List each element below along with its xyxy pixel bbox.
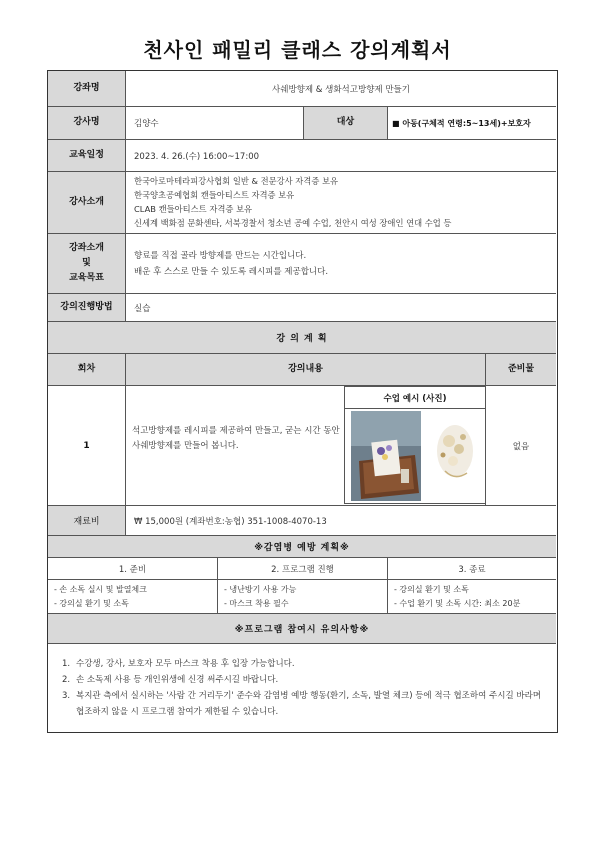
infection-item: - 강의실 환기 및 소독 xyxy=(54,599,129,608)
note-text: 손 소독제 사용 등 개인위생에 신경 써주시길 바랍니다. xyxy=(76,675,279,685)
infection-item: - 강의실 환기 및 소독 xyxy=(394,585,469,594)
materials-header: 준비물 xyxy=(486,354,556,385)
schedule-value: 2023. 4. 26.(수) 16:00~17:00 xyxy=(134,151,260,162)
notes-list xyxy=(62,656,544,720)
bio-label: 강사소개 xyxy=(48,172,126,233)
infection-item: - 냉난방기 사용 가능 xyxy=(224,585,297,594)
session-number: 1 xyxy=(48,386,126,505)
intro-label-line: 및 xyxy=(82,257,91,268)
note-number: 2. xyxy=(62,675,71,685)
row-fee xyxy=(48,506,556,536)
bio-line: 한국아로마테라피강사협회 일반 & 전문강사 자격증 보유 xyxy=(134,176,338,186)
bio-line: 한국양초공예협회 캔들아티스트 자격증 보유 xyxy=(134,190,295,200)
bio-line: 신세계 백화점 문화센타, 서북경찰서 청소년 공예 수업, 천안시 여성 장애인 연대 수업 등 xyxy=(134,218,452,228)
notes-body xyxy=(48,644,556,732)
row-method xyxy=(48,294,556,322)
notes-heading: ※프로그램 참여시 유의사항※ xyxy=(48,614,556,644)
intro-label-line: 강좌소개 xyxy=(69,242,104,253)
infection-items-prepare xyxy=(48,580,218,613)
infection-header-row xyxy=(48,558,556,580)
infection-item: - 마스크 착용 필수 xyxy=(224,599,289,608)
infection-item: - 손 소독 실시 및 발열체크 xyxy=(54,585,147,594)
fee-label: 재료비 xyxy=(48,506,126,535)
intro-line: 배운 후 스스로 만들 수 있도록 레시피를 제공합니다. xyxy=(134,267,329,277)
materials-value: 없음 xyxy=(512,441,530,452)
row-instructor xyxy=(48,107,556,140)
bio-list xyxy=(126,172,556,233)
instructor-value: 김양수 xyxy=(126,107,304,139)
method-value: 실습 xyxy=(134,303,151,314)
intro-label xyxy=(48,234,126,293)
row-bio xyxy=(48,172,556,234)
lecture-plan-table xyxy=(47,70,558,733)
infection-col-progress: 2. 프로그램 진행 xyxy=(218,558,388,579)
note-number: 3. xyxy=(62,691,71,701)
example-photo-2 xyxy=(425,411,481,501)
instructor-label: 강사명 xyxy=(48,107,126,139)
note-text: 복지관 측에서 실시하는 '사람 간 거리두기' 준수와 감염병 예방 행동(환기, 소독, 발열 체크) 등에 적극 협조하여 주시길 바라며 협조하지 않을 시 프로그램 참여가 제한될 수 있습니다. xyxy=(76,691,541,717)
infection-heading: ※감염병 예방 계획※ xyxy=(48,536,556,558)
method-label: 강의진행방법 xyxy=(48,294,126,321)
target-value: ■ 아동(구체적 연령:5~13세)+보호자 xyxy=(392,118,531,128)
note-item xyxy=(62,688,544,720)
schedule-label: 교육일정 xyxy=(48,140,126,171)
infection-item: - 수업 환기 및 소독 시간: 최소 20분 xyxy=(394,599,521,608)
session-row xyxy=(48,386,556,506)
intro-text xyxy=(126,234,556,293)
note-text: 수강생, 강사, 보호자 모두 마스크 착용 후 입장 가능합니다. xyxy=(76,659,295,669)
example-photo-1 xyxy=(351,411,421,501)
bio-line: CLAB 캔들아티스트 자격증 보유 xyxy=(134,204,253,214)
page-title: 천사인 패밀리 클래스 강의계획서 xyxy=(143,38,452,62)
session-header: 회차 xyxy=(48,354,126,385)
infection-items-end xyxy=(388,580,556,613)
session-content: 석고방향제를 레시피를 제공하여 만들고, 굳는 시간 동안 사쉐방향제를 만들어 봅니다. xyxy=(132,426,340,451)
plan-heading: 강 의 계 획 xyxy=(48,322,556,354)
plan-header-row xyxy=(48,354,556,386)
course-name-value: 사쉐방향제 & 생화석고방향제 만들기 xyxy=(272,84,410,95)
infection-col-end: 3. 종료 xyxy=(458,564,486,575)
content-header: 강의내용 xyxy=(126,354,486,385)
example-photo-box xyxy=(344,386,486,504)
intro-label-line: 교육목표 xyxy=(69,273,104,284)
row-course-name xyxy=(48,71,556,107)
row-schedule xyxy=(48,140,556,172)
note-number: 1. xyxy=(62,659,71,669)
intro-line: 향료를 직접 골라 방향제를 만드는 시간입니다. xyxy=(134,251,307,261)
note-item xyxy=(62,656,544,672)
infection-items-row xyxy=(48,580,556,614)
course-name-label: 강좌명 xyxy=(48,71,126,106)
infection-col-prepare: 1. 준비 xyxy=(48,558,218,579)
note-item xyxy=(62,672,544,688)
infection-items-progress xyxy=(218,580,388,613)
row-intro xyxy=(48,234,556,294)
target-label: 대상 xyxy=(304,107,388,139)
photo-label: 수업 예시 (사진) xyxy=(345,387,485,409)
fee-value: ₩ 15,000원 (계좌번호:농협) 351-1008-4070-13 xyxy=(134,516,327,527)
